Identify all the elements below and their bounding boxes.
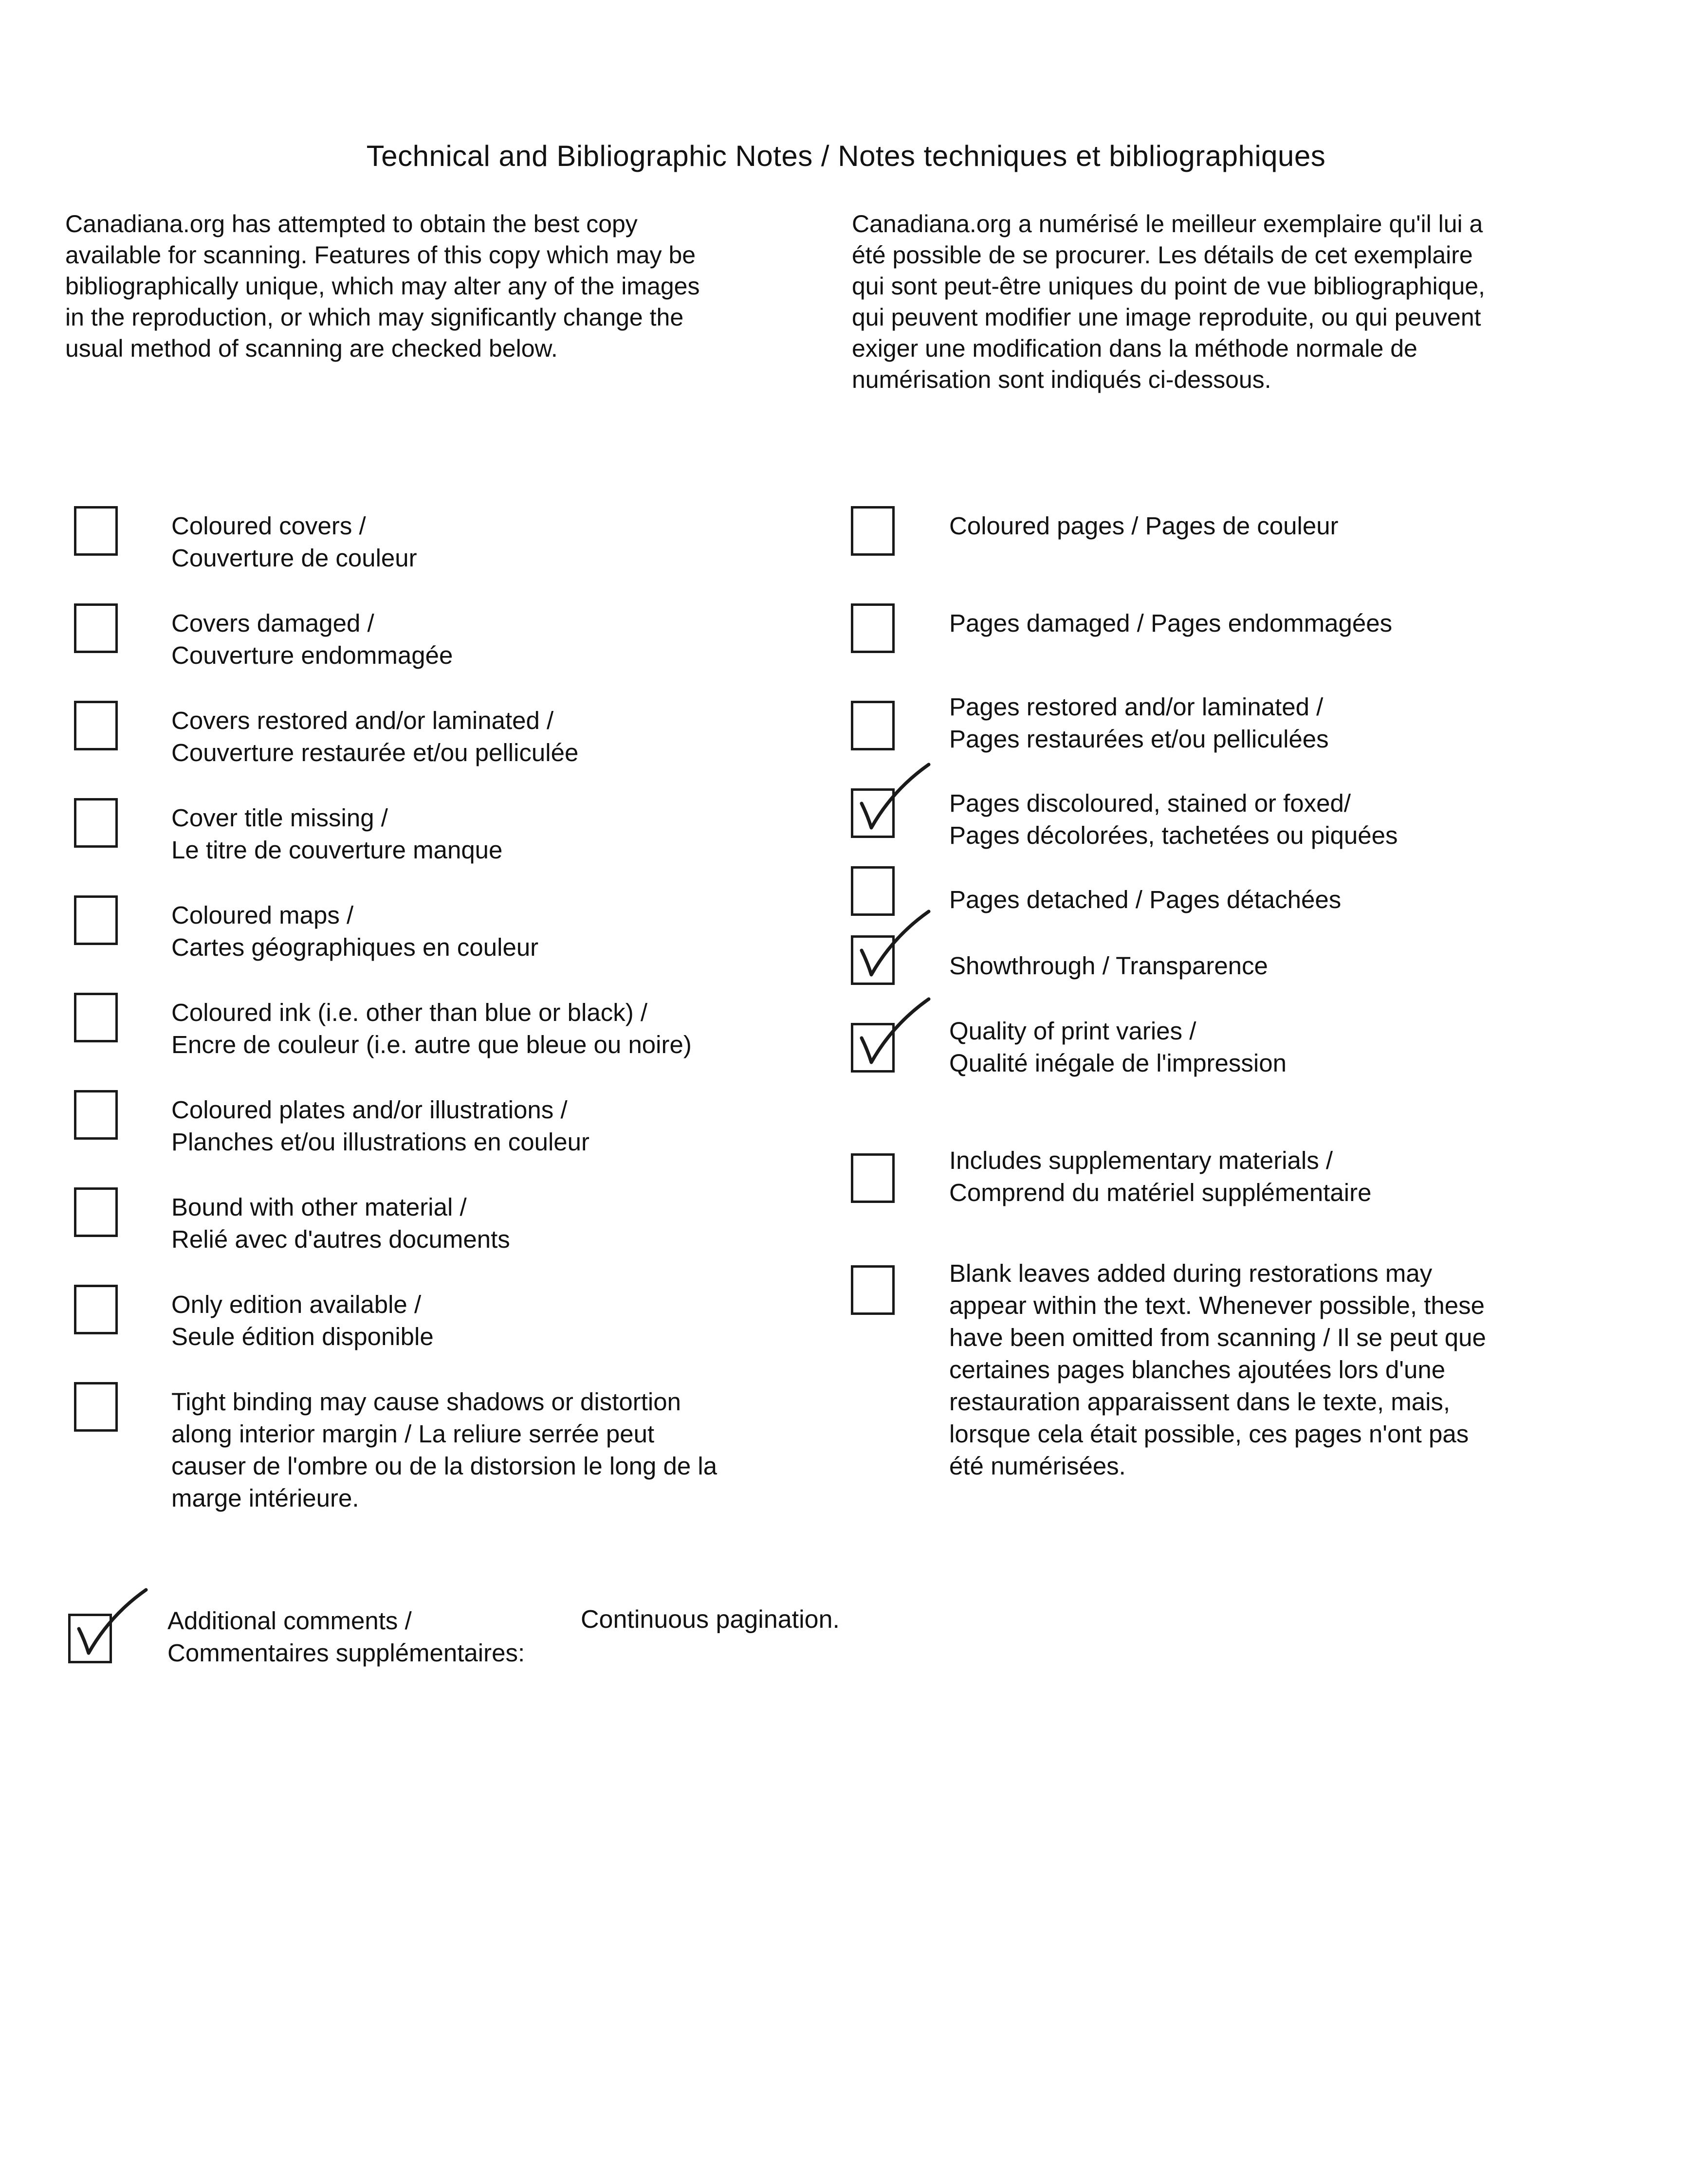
right-item-label <box>949 1257 1486 1482</box>
left-item-checkbox[interactable] <box>74 1187 118 1237</box>
right-item-label-line: Pages discoloured, stained or foxed/ <box>949 789 1351 817</box>
right-item-label-line: restauration apparaissent dans le texte, mais, <box>949 1388 1451 1416</box>
intro-en-line: available for scanning. Features of this copy which may be <box>65 241 696 269</box>
right-item-label-line: Quality of print varies / <box>949 1017 1196 1045</box>
left-item-label-line: Couverture restaurée et/ou pelliculée <box>171 739 579 766</box>
right-item-label <box>949 607 1392 639</box>
right-item-label <box>949 1015 1287 1079</box>
right-item-label-line: Coloured pages / Pages de couleur <box>949 512 1339 540</box>
checkmark-icon <box>851 995 938 1073</box>
intro-fr-line: qui peuvent modifier une image reproduite, ou qui peuvent <box>852 304 1481 331</box>
intro-fr-line: qui sont peut-être uniques du point de vue bibliographique, <box>852 273 1485 300</box>
right-item-checkbox[interactable] <box>851 603 895 653</box>
left-item-label-line: Tight binding may cause shadows or distortion <box>171 1388 681 1416</box>
intro-en-line: bibliographically unique, which may alter any of the images <box>65 273 700 300</box>
intro-french <box>852 208 1563 395</box>
left-item-label-line: Cartes géographiques en couleur <box>171 933 539 961</box>
intro-english <box>65 208 776 364</box>
right-item-checkbox[interactable] <box>851 788 895 838</box>
intro-fr-line: Canadiana.org a numérisé le meilleur exemplaire qu'il lui a <box>852 210 1483 237</box>
additional-comments-checkbox[interactable] <box>68 1614 112 1663</box>
right-item-label-line: Pages restored and/or laminated / <box>949 693 1324 721</box>
left-item-label-line: Coloured maps / <box>171 901 354 929</box>
right-item-label-line: Pages damaged / Pages endommagées <box>949 609 1393 637</box>
left-item-label-line: Covers damaged / <box>171 609 374 637</box>
left-item-label <box>171 705 578 769</box>
right-item-checkbox[interactable] <box>851 1265 895 1315</box>
additional-comments-value: Continuous pagination. <box>581 1605 840 1634</box>
right-item-label <box>949 691 1329 755</box>
intro-fr-line: été possible de se procurer. Les détails de cet exemplaire <box>852 241 1473 269</box>
checkmark-icon <box>851 908 938 985</box>
left-item-label-line: Le titre de couverture manque <box>171 836 503 864</box>
right-item-label-line: certaines pages blanches ajoutées lors d'une <box>949 1356 1446 1383</box>
right-item-checkbox[interactable] <box>851 701 895 750</box>
right-item-checkbox[interactable] <box>851 506 895 556</box>
right-item-label-line: Pages restaurées et/ou pelliculées <box>949 725 1329 753</box>
left-item-label-line: Covers restored and/or laminated / <box>171 707 554 734</box>
additional-comments-label-line: Commentaires supplémentaires: <box>167 1639 525 1667</box>
right-item-checkbox[interactable] <box>851 935 895 985</box>
left-item-label-line: Coloured ink (i.e. other than blue or black) / <box>171 999 648 1026</box>
left-item-label-line: Planches et/ou illustrations en couleur <box>171 1128 590 1156</box>
right-item-label-line: été numérisées. <box>949 1452 1126 1480</box>
left-item-label-line: marge intérieure. <box>171 1484 359 1512</box>
left-item-label <box>171 607 453 672</box>
left-item-label-line: causer de l'ombre ou de la distorsion le long de la <box>171 1452 717 1480</box>
left-item-label <box>171 1289 434 1353</box>
left-item-label-line: Bound with other material / <box>171 1193 467 1221</box>
right-item-label-line: Qualité inégale de l'impression <box>949 1049 1287 1077</box>
intro-fr-line: numérisation sont indiqués ci-dessous. <box>852 366 1271 393</box>
right-item-checkbox[interactable] <box>851 1023 895 1073</box>
left-item-label <box>171 1094 589 1158</box>
left-item-checkbox[interactable] <box>74 798 118 848</box>
intro-en-line: Canadiana.org has attempted to obtain the best copy <box>65 210 638 237</box>
left-item-label <box>171 1386 717 1514</box>
right-item-checkbox[interactable] <box>851 1153 895 1203</box>
left-item-label-line: Cover title missing / <box>171 804 388 832</box>
left-item-label-line: Encre de couleur (i.e. autre que bleue ou noire) <box>171 1031 692 1058</box>
left-item-label-line: Only edition available / <box>171 1291 422 1318</box>
left-item-label <box>171 510 417 574</box>
left-item-checkbox[interactable] <box>74 1382 118 1432</box>
left-item-label-line: Seule édition disponible <box>171 1323 434 1350</box>
left-item-checkbox[interactable] <box>74 993 118 1042</box>
right-item-label <box>949 787 1398 852</box>
right-item-label <box>949 950 1268 982</box>
left-item-checkbox[interactable] <box>74 1090 118 1140</box>
additional-comments-label <box>167 1605 525 1669</box>
right-item-label-line: Blank leaves added during restorations may <box>949 1259 1433 1287</box>
left-item-checkbox[interactable] <box>74 895 118 945</box>
additional-comments-label-line: Additional comments / <box>167 1607 412 1635</box>
left-item-checkbox[interactable] <box>74 1285 118 1334</box>
left-item-checkbox[interactable] <box>74 603 118 653</box>
right-item-label-line: Pages detached / Pages détachées <box>949 886 1342 913</box>
right-item-label <box>949 1145 1371 1209</box>
right-item-label-line: appear within the text. Whenever possible, these <box>949 1292 1485 1319</box>
left-item-label-line: Coloured plates and/or illustrations / <box>171 1096 568 1124</box>
left-item-label-line: Couverture de couleur <box>171 544 417 572</box>
intro-fr-line: exiger une modification dans la méthode normale de <box>852 335 1417 362</box>
right-item-label <box>949 884 1341 916</box>
left-item-label-line: along interior margin / La reliure serrée peut <box>171 1420 655 1448</box>
left-item-label <box>171 997 692 1061</box>
left-item-label <box>171 1191 510 1256</box>
right-item-label-line: Comprend du matériel supplémentaire <box>949 1179 1372 1206</box>
left-item-label <box>171 899 538 964</box>
left-item-label-line: Relié avec d'autres documents <box>171 1225 510 1253</box>
right-item-label <box>949 510 1339 542</box>
left-item-checkbox[interactable] <box>74 506 118 556</box>
right-item-label-line: lorsque cela était possible, ces pages n'ont pas <box>949 1420 1469 1448</box>
left-item-checkbox[interactable] <box>74 701 118 750</box>
right-item-label-line: Includes supplementary materials / <box>949 1147 1333 1174</box>
right-item-label-line: have been omitted from scanning / Il se peut que <box>949 1324 1486 1351</box>
intro-en-line: usual method of scanning are checked below. <box>65 335 558 362</box>
page-title: Technical and Bibliographic Notes / Notes techniques et bibliographiques <box>366 140 1326 172</box>
right-item-label-line: Showthrough / Transparence <box>949 952 1268 980</box>
left-item-label <box>171 802 502 866</box>
checkmark-icon <box>68 1586 156 1664</box>
left-item-label-line: Couverture endommagée <box>171 641 453 669</box>
checkmark-icon <box>851 761 938 838</box>
right-item-label-line: Pages décolorées, tachetées ou piquées <box>949 821 1398 849</box>
left-item-label-line: Coloured covers / <box>171 512 366 540</box>
intro-en-line: in the reproduction, or which may significantly change the <box>65 304 684 331</box>
